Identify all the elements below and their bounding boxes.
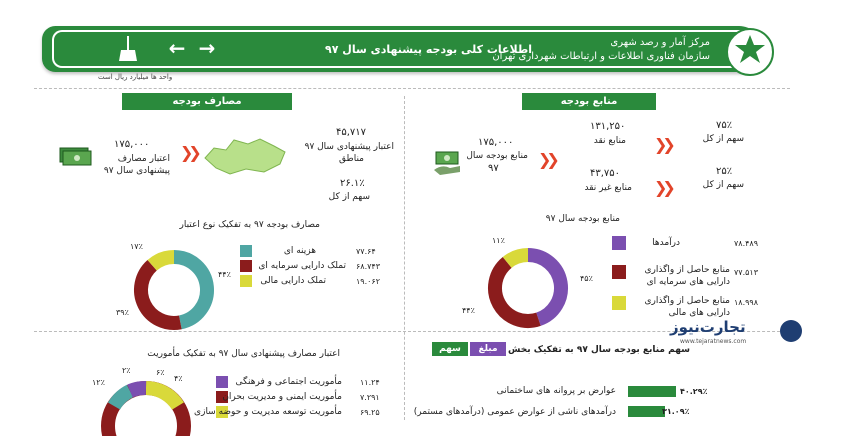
- district-share: ۲۶.۱٪: [340, 178, 365, 189]
- donut-label: ۱۱٪: [492, 236, 505, 245]
- watermark-brand: تجارت‌نیوز: [670, 318, 746, 336]
- noncash-share: ۲۵٪: [716, 166, 733, 177]
- legend-value: ۱۱.۲۴: [360, 378, 380, 387]
- bar-value: ۳۱.۰۹٪: [662, 407, 690, 416]
- legend-label: تملک دارایی مالی: [260, 276, 326, 286]
- legend-swatch: [240, 260, 252, 272]
- arrow-left-icon[interactable]: ←: [168, 36, 186, 60]
- chevron-icon: ❯❯: [180, 143, 197, 162]
- watermark: [660, 318, 810, 348]
- legend-value: ۷.۲۹۱: [360, 393, 380, 402]
- org-name-line1: مرکز آمار و رصد شهری: [610, 37, 710, 48]
- legend-swatch: [612, 296, 626, 310]
- legend-value: ۷۸.۴۸۹: [734, 239, 759, 248]
- tehran-map-icon: [202, 136, 288, 176]
- chevron-icon: ❯❯: [654, 135, 671, 154]
- cash-label: منابع نقد: [593, 136, 626, 146]
- donut-label: ۴۴٪: [462, 306, 475, 315]
- noncash-share-label: سهم از کل: [702, 180, 744, 190]
- resources-total-label2: ۹۷: [488, 163, 499, 174]
- legend-value: ۷۷.۵۱۳: [734, 268, 759, 277]
- legend-value: ۶۹.۲۵: [360, 408, 380, 417]
- donut-slice: [141, 265, 180, 323]
- money-icon: [58, 144, 92, 166]
- legend-swatch: [240, 245, 252, 257]
- legend-swatch: [612, 265, 626, 279]
- legend-label: مأموریت ایمنی و مدیریت بحران: [222, 392, 342, 402]
- cash-share-label: سهم از کل: [702, 134, 744, 144]
- legend-label-line2: دارایی های مالی: [668, 308, 730, 318]
- municipality-logo: [726, 28, 774, 76]
- donut-label: ۱۷٪: [130, 242, 143, 251]
- donut-label: ۶٪: [156, 368, 165, 377]
- chart1-title-expenses: مصارف بودجه ۹۷ به تفکیک نوع اعتبار: [179, 220, 320, 230]
- broom-icon[interactable]: [118, 36, 138, 62]
- legend-value: ۱۸.۹۹۸: [734, 298, 759, 307]
- legend-label: مأموریت توسعه مدیریت و حوضه سازی: [194, 407, 342, 417]
- donut-label: ۱۲٪: [92, 378, 105, 387]
- donut-slice: [174, 257, 207, 322]
- legend-label: منابع حاصل از واگذاری: [644, 265, 730, 275]
- donut-label: ۴۵٪: [580, 274, 593, 283]
- donut-slice: [507, 255, 528, 262]
- chevron-icon: ❯❯: [538, 150, 555, 169]
- legend-label: منابع حاصل از واگذاری: [644, 296, 730, 306]
- donut-label: ۳۹٪: [116, 308, 129, 317]
- tab-amount[interactable]: مبلغ: [470, 342, 506, 356]
- legend-value: ۱۹.۰۶۲: [356, 277, 381, 286]
- bar: [628, 406, 665, 417]
- chart2-title-expenses: اعتبار مصارف پیشنهادی سال ۹۷ به تفکیک مأموریت: [147, 349, 340, 359]
- bar-value: ۴۰.۲۹٪: [680, 387, 708, 396]
- legend-label: درآمدها: [652, 238, 680, 248]
- page-title: اطلاعات کلی بودجه پیشنهادی سال ۹۷: [325, 43, 532, 56]
- district-label1: اعتبار پیشنهادی سال ۹۷: [304, 142, 394, 152]
- donut-label: ۴٪: [174, 374, 183, 383]
- district-label2: مناطق: [339, 154, 364, 164]
- chart1-title-resources: منابع بودجه سال ۹۷: [545, 214, 620, 224]
- district-value: ۴۵,۷۱۷: [336, 127, 367, 138]
- legend-label: تملک دارایی سرمایه ای: [258, 261, 346, 271]
- chart2-title-resources: سهم منابع بودجه سال ۹۷ به تفکیک بخش: [508, 345, 690, 355]
- donut-chart-expenses: [132, 248, 216, 332]
- donut-slice: [152, 257, 174, 265]
- bar: [628, 386, 676, 397]
- divider: [404, 96, 405, 420]
- donut-chart-missions: [96, 376, 196, 436]
- noncash-label: منابع غیر نقد: [584, 183, 632, 193]
- noncash-value: ۴۳,۷۵۰: [590, 168, 621, 179]
- donut-slice: [495, 262, 538, 321]
- tab-share[interactable]: سهم: [432, 342, 468, 356]
- donut-label: ۴۴٪: [218, 270, 231, 279]
- cash-share: ۷۵٪: [716, 120, 733, 131]
- org-name-line2: سازمان فناوری اطلاعات و ارتباطات شهرداری تهران: [492, 51, 710, 62]
- expenses-total-label2: پیشنهادی سال ۹۷: [103, 166, 170, 176]
- legend-label-line2: دارایی های سرمایه ای: [646, 277, 730, 287]
- legend-swatch: [240, 275, 252, 287]
- legend-label: مأموریت اجتماعی و فرهنگی: [235, 377, 342, 387]
- bar-label: عوارض بر پروانه های ساختمانی: [496, 386, 616, 396]
- district-share-label: سهم از کل: [328, 192, 370, 202]
- donut-label: ۲٪: [122, 366, 131, 375]
- legend-value: ۶۸.۷۴۳: [356, 262, 381, 271]
- resources-total-label: منابع بودجه سال: [466, 151, 528, 161]
- legend-value: ۷۷.۶۴: [356, 247, 376, 256]
- expenses-total-label: اعتبار مصارف: [117, 154, 170, 164]
- resources-total-value: ۱۷۵,۰۰۰: [478, 137, 514, 148]
- section-tag-expenses: مصارف بودجه: [122, 93, 292, 110]
- legend-swatch: [216, 376, 228, 388]
- donut-chart-resources: [486, 246, 570, 330]
- donut-slice: [528, 255, 561, 319]
- chevron-icon: ❯❯: [654, 178, 671, 197]
- bar-label: درآمدهای ناشی از عوارض عمومی (درآمدهای مستمر): [413, 407, 616, 417]
- arrow-right-icon[interactable]: →: [198, 36, 216, 60]
- divider: [34, 88, 790, 90]
- cash-value: ۱۳۱,۲۵۰: [590, 121, 626, 132]
- legend-label: هزینه ای: [283, 246, 316, 256]
- expenses-total-value: ۱۷۵,۰۰۰: [114, 139, 150, 150]
- units-note: واحد ها میلیارد ریال است: [98, 73, 173, 81]
- news-logo-icon: [780, 320, 802, 342]
- watermark-url: www.tejaratnews.com: [680, 338, 747, 345]
- section-tag-resources: منابع بودجه: [522, 93, 656, 110]
- legend-swatch: [612, 236, 626, 250]
